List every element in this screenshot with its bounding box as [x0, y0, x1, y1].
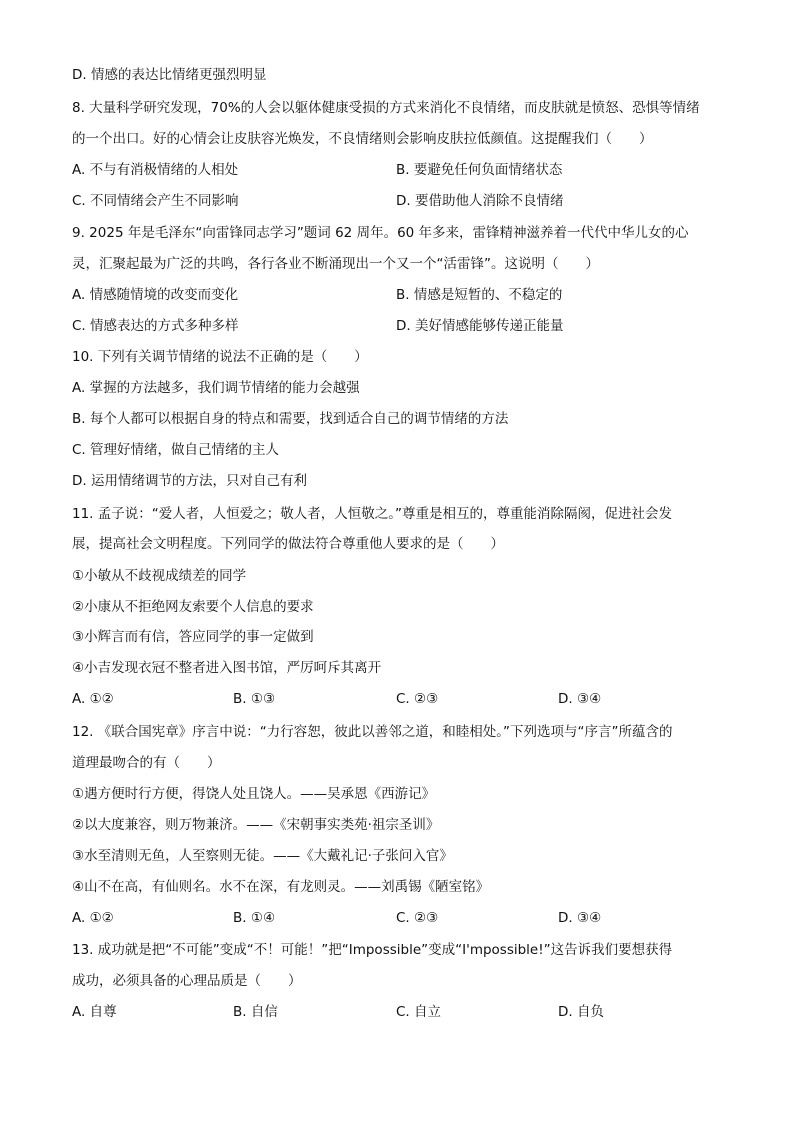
q12-option-a: A. ①②: [72, 910, 114, 926]
q13-option-b: B. 自信: [233, 1004, 278, 1020]
q12-stem-line2: 道理最吻合的有（ ）: [72, 755, 221, 771]
q11-stem-line1: 11. 孟子说：“爱人者，人恒爱之；敬人者，人恒敬之。”尊重是相互的，尊重能消除隔阂，促进社会发: [72, 506, 672, 522]
q12-item-4: ④山不在高，有仙则名。水不在深，有龙则灵。——刘禹锡《陋室铭》: [72, 879, 490, 895]
q11-item-4: ④小吉发现衣冠不整者进入图书馆，严厉呵斥其离开: [72, 660, 382, 676]
q9-stem-line1: 9. 2025 年是毛泽东“向雷锋同志学习”题词 62 周年。60 年多来，雷锋精神滋养着一代代中华儿女的心: [72, 225, 689, 241]
q12-item-1: ①遇方便时行方便，得饶人处且饶人。——吴承恩《西游记》: [72, 786, 436, 802]
q8-option-c: C. 不同情绪会产生不同影响: [72, 193, 239, 209]
q13-option-a: A. 自尊: [72, 1004, 117, 1020]
q11-item-2: ②小康从不拒绝网友索要个人信息的要求: [72, 599, 314, 615]
q12-option-b: B. ①④: [233, 910, 276, 926]
q12-item-2: ②以大度兼容，则万物兼济。——《宋朝事实类苑·祖宗圣训》: [72, 817, 440, 833]
q11-option-b: B. ①③: [233, 691, 276, 707]
q11-item-3: ③小辉言而有信，答应同学的事一定做到: [72, 629, 314, 645]
q11-item-1: ①小敏从不歧视成绩差的同学: [72, 568, 247, 584]
q12-option-d: D. ③④: [558, 910, 602, 926]
q8-option-b: B. 要避免任何负面情绪状态: [396, 162, 563, 178]
q8-stem-line1: 8. 大量科学研究发现，70%的人会以躯体健康受损的方式来消化不良情绪，而皮肤就是愤怒、恐惧等情绪: [72, 100, 700, 116]
q11-option-d: D. ③④: [558, 691, 602, 707]
q12-stem-line1: 12. 《联合国宪章》序言中说：“力行容恕，彼此以善邻之道，和睦相处。”下列选项与“序言”所蕴含的: [72, 724, 673, 740]
q9-stem-line2: 灵，汇聚起最为广泛的共鸣，各行各业不断涌现出一个又一个“活雷锋”。这说明（ ）: [72, 256, 599, 272]
q8-option-a: A. 不与有消极情绪的人相处: [72, 162, 239, 178]
q11-option-c: C. ②③: [396, 691, 439, 707]
prev-question-option-d: D. 情感的表达比情绪更强烈明显: [72, 67, 267, 83]
q13-option-d: D. 自负: [558, 1004, 604, 1020]
q13-option-c: C. 自立: [396, 1004, 442, 1020]
q9-option-c: C. 情感表达的方式多种多样: [72, 318, 239, 334]
q11-stem-line2: 展，提高社会文明程度。下列同学的做法符合尊重他人要求的是（ ）: [72, 536, 504, 552]
q13-stem-line1: 13. 成功就是把“不可能”变成“不！可能！”把“Impossible”变成“I'mpossible!”这告诉我们要想获得: [72, 942, 673, 958]
q13-stem-line2: 成功，必须具备的心理品质是（ ）: [72, 973, 302, 989]
q10-option-b: B. 每个人都可以根据自身的特点和需要，找到适合自己的调节情绪的方法: [72, 411, 509, 427]
q11-option-a: A. ①②: [72, 691, 114, 707]
q8-stem-line2: 的一个出口。好的心情会让皮肤容光焕发，不良情绪则会影响皮肤拉低颜值。这提醒我们（ ）: [72, 131, 653, 147]
q12-item-3: ③水至清则无鱼，人至察则无徒。——《大戴礼记·子张问入官》: [72, 848, 453, 864]
q10-option-a: A. 掌握的方法越多，我们调节情绪的能力会越强: [72, 380, 360, 396]
q12-option-c: C. ②③: [396, 910, 439, 926]
q9-option-d: D. 美好情感能够传递正能量: [396, 318, 564, 334]
q8-option-d: D. 要借助他人消除不良情绪: [396, 193, 564, 209]
q10-option-c: C. 管理好情绪，做自己情绪的主人: [72, 442, 280, 458]
q10-option-d: D. 运用情绪调节的方法，只对自己有利: [72, 473, 307, 489]
q9-option-a: A. 情感随情境的改变而变化: [72, 287, 239, 303]
q9-option-b: B. 情感是短暂的、不稳定的: [396, 287, 563, 303]
q10-stem: 10. 下列有关调节情绪的说法不正确的是（ ）: [72, 349, 368, 365]
